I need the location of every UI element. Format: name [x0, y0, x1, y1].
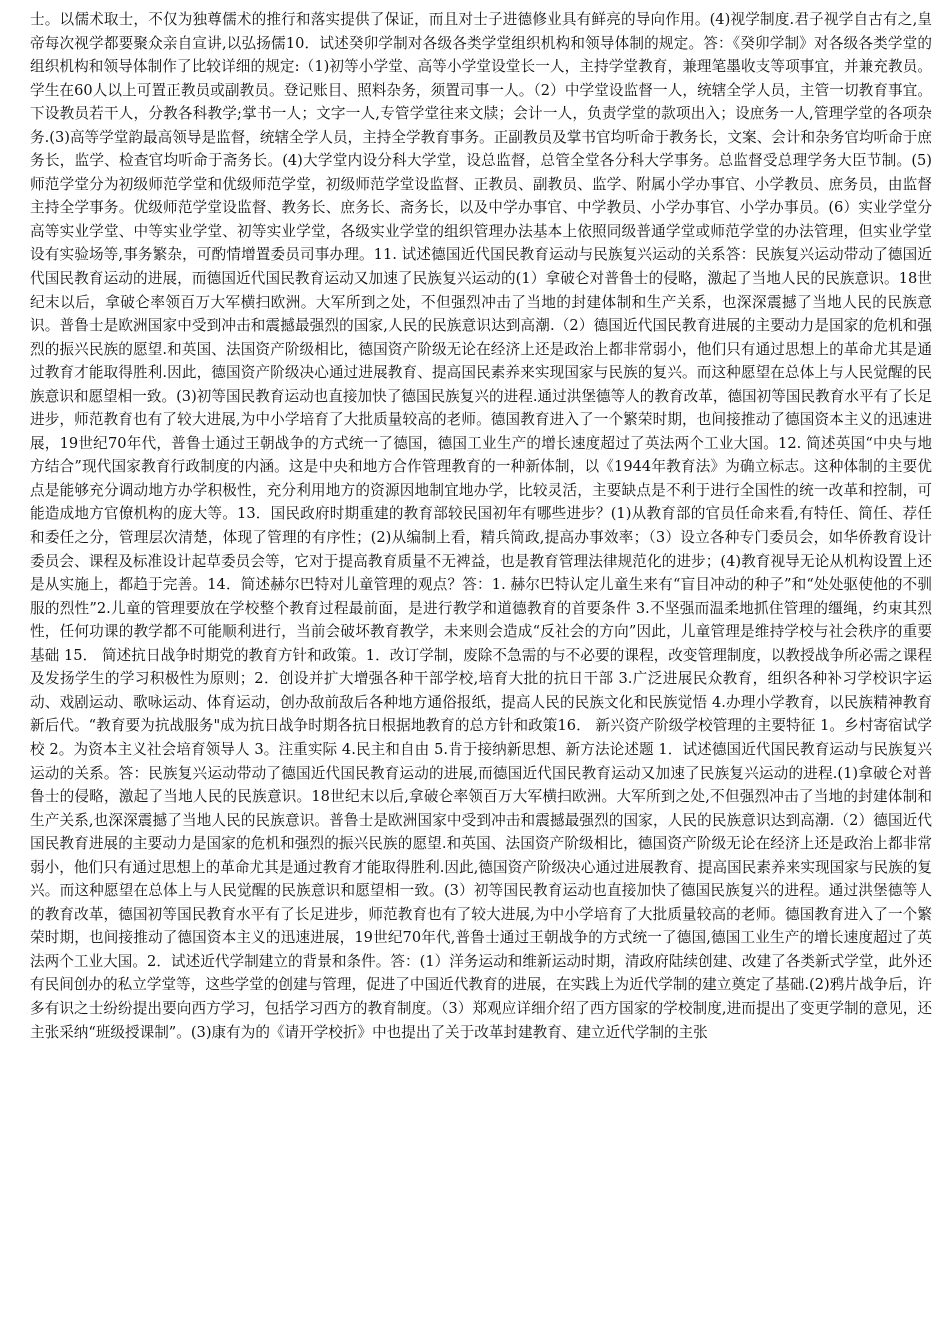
- body-text: 士。以儒术取士，不仅为独尊儒术的推行和落实提供了保证，而且对士子进德修业具有鲜亮的导向作用。(4)视学制度.君子视学自古有之,皇帝每次视学都要聚众亲自宣讲,以弘扬儒10．试述癸卯学制对各级各类学堂组织机构和领导体制的规定。答：《癸卯学制》对各级各类学堂的组织机构和领导体制作了比较详细的规定:（1)初等小学堂、高等小学堂设堂长一人，主持学堂教育，兼理笔墨收支等项事宜，并兼充教员。学生在60人以上可置正教员或副教员。登记账目、照料杂务，须置司事一人。（2）中学堂设监督一人，统辖全学人员，主管一切教育事宜。下设教员若干人，分教各科教学;掌书一人；文字一人,专管学堂往来文牍；会计一人，负责学堂的款项出入；设庶务一人,管理学堂的各项杂务.(3)高等学堂韵最高领导是监督，统辖全学人员，主持全学教育事务。正副教员及掌书官均听命于教务长，文案、会计和杂务官均听命于庶务长，监学、检查官均听命于斋务长。(4)大学堂内设分科大学堂，设总监督，总管全堂各分科大学事务。总监督受总理学务大臣节制。(5)师范学堂分为初级师范学堂和优级师范学堂，初级师范学堂设监督、正教员、副教员、监学、附属小学办事官、小学教员、庶务员，由监督主持全学事务。优级师范学堂设监督、教务长、庶务长、斋务长，以及中学办事官、中学教员、小学办事官、小学办事员。(6）实业学堂分高等实业学堂、中等实业学堂、初等实业学堂，各级实业学堂的组织管理办法基本上依照同级普通学堂或师范学堂的办法管理，但实业学堂设有实验场等,事务繁杂，可酌情增置委员司事办理。11. 试述德国近代国民教育运动与民族复兴运动的关系答：民族复兴运动带动了德国近代国民教育运动的进展，而德国近代国民教育运动又加速了民族复兴运动的(1）拿破仑对普鲁士的侵略，激起了当地人民的民族意识。18世纪末以后，拿破仑率领百万大军横扫欧洲。大军所到之处，不但强烈冲击了当地的封建体制和生产关系，也深深震撼了当地人民的民族意识。普鲁士是欧洲国家中受到冲击和震撼最强烈的国家,人民的民族意识达到高潮.（2）德国近代国民教育进展的主要动力是国家的危机和强烈的振兴民族的愿望.和英国、法国资产阶级相比，德国资产阶级无论在经济上还是政治上都非常弱小，他们只有通过思想上的革命尤其是通过教育才能取得胜利.因此，德国资产阶级决心通过进展教育、提高国民素养来实现国家与民族的复兴。而这种愿望在总体上与人民觉醒的民族意识和愿望相一致。(3)初等国民教育运动也直接加快了德国民族复兴的进程.通过洪堡德等人的教育改革，德国初等国民教育水平有了长足进步，师范教育也有了较大进展,为中小学培育了大批质量较高的老师。德国教育进入了一个繁荣时期，也间接推动了德国资本主义的迅速进展，19世纪70年代，普鲁士通过王朝战争的方式统一了德国，德国工业生产的增长速度超过了英法两个工业大国。12. 简述英国“中央与地方结合”现代国家教育行政制度的内涵。这是中央和地方合作管理教育的一种新体制，以《1944年教育法》为确立标志。这种体制的主要优点是能够充分调动地方办学积极性，充分利用地方的资源因地制宜地办学，比较灵活，主要缺点是不利于进行全国性的统一改革和控制，可能造成地方官僚机构的庞大等。13．国民政府时期重建的教育部较民国初年有哪些进步？(1)从教育部的官员任命来看,有特任、简任、荐任和委任之分，管理层次清楚，体现了管理的有序性；(2)从编制上看，精兵简政,提高办事效率；（3）设立各种专门委员会，如华侨教育设计委员会、课程及标准设计起草委员会等，它对于提高教育质量不无裨益，也是教育管理法律规范化的进步；(4)教育视导无论从机构设置上还是从实施上，都趋于完善。14．简述赫尔巴特对儿童管理的观点？答：1. 赫尔巴特认定儿童生来有“盲目冲动的种子”和“处处驱使他的不驯服的烈性”2.儿童的管理要放在学校整个教育过程最前面，是进行教学和道德教育的首要条件 3.不坚强而温柔地抓住管理的缰绳，约束其烈性，任何功课的教学都不可能顺利进行，当前会破坏教育教学，未来则会造成“反社会的方向”因此，儿童管理是维持学校与社会秩序的重要基础 15． 简述抗日战争时期党的教育方针和政策。1．改订学制，废除不急需的与不必要的课程，改变管理制度，以教授战争所必需之课程及发扬学生的学习积极性为原则；2．创设并扩大增强各种干部学校,培育大批的抗日干部 3.广泛进展民众教育，组织各种补习学校识字运动、戏剧运动、歌咏运动、体育运动，创办敌前敌后各种地方通俗报纸，提高人民的民族文化和民族觉悟 4.办理小学教育，以民族精神教育新后代。“教育要为抗战服务"成为抗日战争时期各抗日根据地教育的总方针和政策16． 新兴资产阶级学校管理的主要特征 1。乡村寄宿试学校 2。为资本主义社会培育领导人 3。注重实际 4.民主和自由 5.肯于接纳新思想、新方法论述题 1．试述德国近代国民教育运动与民族复兴运动的关系。答：民族复兴运动带动了德国近代国民教育运动的进展,而德国近代国民教育运动又加速了民族复兴运动的进程.(1)拿破仑对普鲁士的侵略，激起了当地人民的民族意识。18世纪末以后,拿破仑率领百万大军横扫欧洲。大军所到之处,不但强烈冲击了当地的封建体制和生产关系,也深深震撼了当地人民的民族意识。普鲁士是欧洲国家中受到冲击和震撼最强烈的国家，人民的民族意识达到高潮.（2）德国近代国民教育进展的主要动力是国家的危机和强烈的振兴民族的愿望.和英国、法国资产阶级相比，德国资产阶级无论在经济上还是政治上都非常弱小，他们只有通过思想上的革命尤其是通过教育才能取得胜利.因此,德国资产阶级决心通过进展教育、提高国民素养来实现国家与民族的复兴。而这种愿望在总体上与人民觉醒的民族意识和愿望相一致。(3）初等国民教育运动也直接加快了德国民族复兴的进程。通过洪堡德等人的教育改革，德国初等国民教育水平有了长足进步，师范教育也有了较大进展,为中小学培育了大批质量较高的老师。德国教育进入了一个繁荣时期，也间接推动了德国资本主义的迅速进展，19世纪70年代,普鲁士通过王朝战争的方式统一了德国,德国工业生产的增长速度超过了英法两个工业大国。2．试述近代学制建立的背景和条件。答：(1）洋务运动和维新运动时期，清政府陆续创建、改建了各类新式学堂，此外还有民间创办的私立学堂等，这些学堂的创建与管理，促进了中国近代教育的进展，在实践上为近代学制的建立奠定了基础.(2)鸦片战争后，许多有识之士纷纷提出要向西方学习，包括学习西方的教育制度。（3）郑观应详细介绍了西方国家的学校制度,进而提出了变更学制的意见，还主张采纳“班级授课制”。(3)康有为的《请开学校折》中也提出了关于改革封建教育、建立近代学制的主张: [30, 11, 932, 1041]
